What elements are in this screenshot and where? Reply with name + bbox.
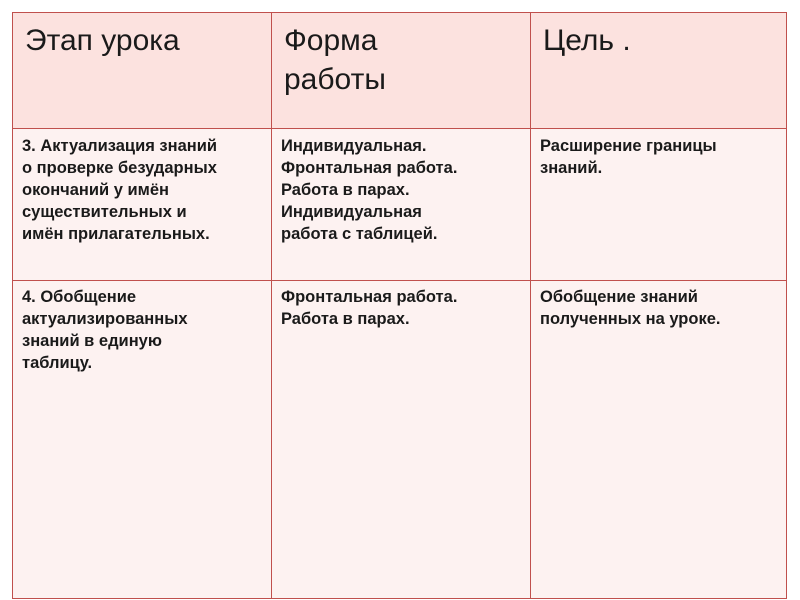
cell-text: 3. Актуализация знаний xyxy=(22,137,218,155)
header-text: Цель . xyxy=(543,24,631,57)
lesson-stage-table xyxy=(12,12,787,599)
form-cell xyxy=(272,281,531,599)
cell-text: 4. Обобщение xyxy=(22,288,137,306)
cell-text: имён прилагательных. xyxy=(22,225,210,243)
stage-cell xyxy=(13,281,272,599)
cell-text: знаний в единую xyxy=(22,332,162,350)
header-cell-stage xyxy=(13,13,272,129)
header-text: Этап урока xyxy=(25,24,180,57)
cell-text: Обобщение знаний xyxy=(540,288,698,306)
goal-cell xyxy=(531,281,787,599)
header-cell-form xyxy=(272,13,531,129)
cell-text: окончаний у имён xyxy=(22,181,170,199)
cell-text: Работа в парах. xyxy=(281,181,410,199)
cell-text: работа с таблицей. xyxy=(281,225,438,243)
header-text: Форма xyxy=(284,24,378,57)
header-text: работы xyxy=(284,63,386,96)
form-cell xyxy=(272,129,531,281)
cell-text: Индивидуальная. xyxy=(281,137,427,155)
cell-text: актуализированных xyxy=(22,310,188,328)
cell-text: Фронтальная работа. xyxy=(281,159,458,177)
goal-cell xyxy=(531,129,787,281)
table-header-row xyxy=(13,13,787,129)
table-row xyxy=(13,281,787,599)
cell-text: знаний. xyxy=(540,159,603,177)
cell-text: существительных и xyxy=(22,203,187,221)
header-cell-goal xyxy=(531,13,787,129)
stage-cell xyxy=(13,129,272,281)
cell-text: Индивидуальная xyxy=(281,203,422,221)
cell-text: таблицу. xyxy=(22,354,93,372)
table-row xyxy=(13,129,787,281)
cell-text: о проверке безударных xyxy=(22,159,217,177)
cell-text: полученных на уроке. xyxy=(540,310,721,328)
cell-text: Расширение границы xyxy=(540,137,717,155)
cell-text: Работа в парах. xyxy=(281,310,410,328)
cell-text: Фронтальная работа. xyxy=(281,288,458,306)
